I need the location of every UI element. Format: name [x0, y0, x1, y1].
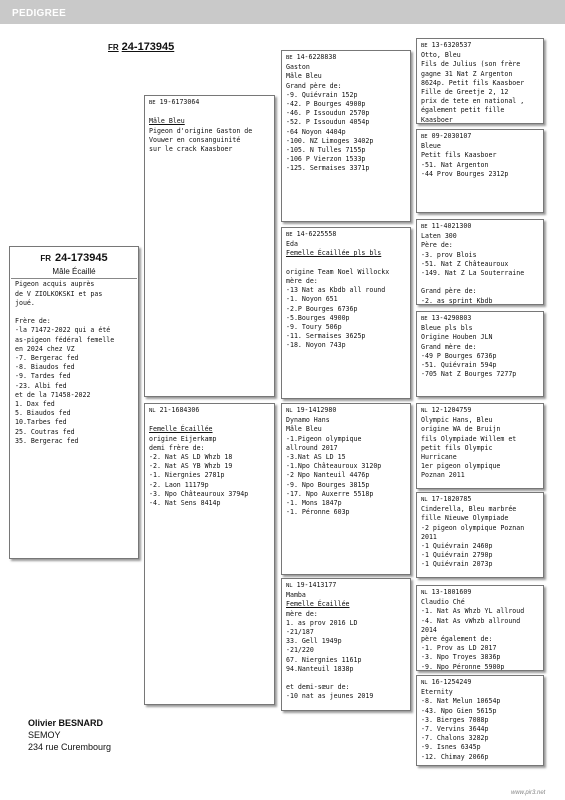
pedigree-line: -1 Quiévrain 2790p [421, 551, 493, 560]
pedigree-line: -2.P Bourges 6736p [286, 304, 358, 313]
pedigree-line: -12. Chimay 2066p [421, 752, 489, 761]
pedigree-line: origine Team Noel Willockx [286, 267, 390, 276]
ring-value: 17-1820785 [431, 495, 472, 503]
mf-father-card [416, 403, 544, 489]
pedigree-line: Mâle Bleu [286, 72, 322, 81]
pedigree-line: Fille de Greetje 2, 12 [421, 88, 509, 97]
owner-address: 234 rue Curembourg [28, 742, 112, 752]
owner-name: Olivier BESNARD [28, 718, 104, 728]
ring-number [421, 314, 539, 324]
footer-site: www.pir3.net [511, 790, 546, 796]
pedigree-line: mère de: [286, 277, 318, 286]
main-note-line: Pigeon acquis auprès [15, 280, 95, 289]
pedigree-line: Mâle Bleu [149, 117, 185, 126]
pedigree-line: et demi-sœur de: [286, 683, 350, 692]
pedigree-line: -2 pigeon olympique Poznan [421, 523, 525, 532]
pedigree-line: Eternity [421, 688, 453, 697]
main-note-line: de V ZIOLKOKSKI et pas [15, 289, 103, 298]
pedigree-line: Eda [286, 240, 298, 249]
pedigree-line: Grand père de: [421, 287, 477, 296]
main-note-line: en 2024 chez VZ [15, 344, 75, 353]
pedigree-line: -3. prov Blois [421, 250, 477, 259]
ring-number [149, 98, 270, 108]
pedigree-line: père également de: [421, 635, 493, 644]
pedigree-line: -1. Prov as LD 2017 [421, 644, 497, 653]
main-note-line: -la 71472-2022 qui a été [15, 326, 111, 335]
mother-card [144, 403, 275, 705]
pedigree-line: Gaston [286, 63, 310, 72]
pedigree-line: -51. Nat Argenton [421, 160, 489, 169]
ring-value: 14-6228838 [296, 53, 337, 61]
pedigree-line [421, 278, 539, 287]
father-card [144, 95, 275, 397]
pedigree-line: -1 Quiévrain 2460p [421, 542, 493, 551]
mm-father-card [416, 585, 544, 671]
main-ring-country: FR [40, 254, 52, 263]
ring-number [421, 588, 539, 598]
ring-country: NL [421, 680, 428, 686]
maternal-grandmother-card [281, 578, 411, 711]
ring-country: BE [286, 232, 293, 238]
ring-country: BE [421, 224, 428, 230]
pedigree-line: 1. as prov 2016 LD [286, 618, 358, 627]
owner-city: SEMOY [28, 730, 61, 740]
pedigree-line: -42. P Bourges 4900p [286, 100, 366, 109]
pedigree-line: 8624p. Petit fils Kaasboer [421, 78, 525, 87]
fm-father-card [416, 219, 544, 305]
pedigree-line: fille Nieuwe Olympiade [421, 514, 509, 523]
pedigree-line: -10 nat as jeunes 2019 [286, 692, 374, 701]
pedigree-line: -2. Nat AS YB Whzb 19 [149, 462, 233, 471]
mm-mother-card [416, 675, 544, 766]
top-ring-number [108, 41, 174, 53]
ring-value: 13-6320537 [431, 41, 472, 49]
ring-country: NL [421, 590, 428, 596]
pedigree-line: -9. Toury 506p [286, 323, 342, 332]
main-note-line: 25. Coutras fed [15, 427, 75, 436]
top-ring-value: 24-173945 [121, 41, 175, 53]
pedigree-line: origine WA de Bruijn [421, 425, 501, 434]
pedigree-line: sur le crack Kaasboer [149, 145, 233, 154]
pedigree-line: -125. Sermaises 3371p [286, 164, 370, 173]
pedigree-line: Claudio Ché [421, 598, 465, 607]
ring-number [421, 406, 539, 416]
pedigree-line: fils Olympiade Willem et [421, 434, 517, 443]
pedigree-line: également petit fille [421, 106, 505, 115]
pedigree-line: Bleue pls bls [421, 324, 473, 333]
pedigree-line: Grand mère de: [421, 342, 477, 351]
ff-father-card [416, 38, 544, 124]
pedigree-line: Otto, Bleu [421, 51, 461, 60]
pedigree-line: Kaasboer [421, 115, 453, 124]
pedigree-line: -49 P Bourges 6736p [421, 351, 497, 360]
main-note-line: as-pigeon fédéral femelle [15, 335, 115, 344]
pedigree-line: -11. Sermaises 3625p [286, 332, 366, 341]
pedigree-line: mère de: [286, 609, 318, 618]
pedigree-line: Laten 300 [421, 232, 457, 241]
ring-number [421, 222, 539, 232]
main-notes [15, 280, 133, 446]
pedigree-line: -2 Npo Nanteuil 4476p [286, 471, 370, 480]
pedigree-line: -1. Noyon 651 [286, 295, 338, 304]
pedigree-line: -44 Prov Bourges 2312p [421, 169, 509, 178]
ring-number [421, 132, 539, 142]
pedigree-line: demi frère de: [149, 443, 205, 452]
ring-number [286, 406, 406, 416]
ring-value: 21-1684306 [159, 406, 200, 414]
main-note-line: joué. [15, 298, 35, 307]
pedigree-line: -43. Npo Gien 5615p [421, 706, 497, 715]
ring-country: BE [149, 100, 156, 106]
pedigree-line: Mâle Bleu [286, 425, 322, 434]
mf-mother-card [416, 492, 544, 578]
header-bar [0, 0, 565, 24]
pedigree-line: -5.Bourges 4900p [286, 313, 350, 322]
pedigree-line: -51. Nat Z Châteauroux [421, 259, 509, 268]
pedigree-line: Petit fils Kaasboer [421, 151, 497, 160]
pedigree-line: -21/187 [286, 628, 314, 637]
pedigree-line: -149. Nat Z La Souterraine [421, 269, 525, 278]
pedigree-line: -1. Péronne 603p [286, 508, 350, 517]
pedigree-line: Poznan 2011 [421, 471, 465, 480]
ring-number [421, 678, 539, 688]
pedigree-line: 1er pigeon olympique [421, 462, 501, 471]
pedigree-line: -1. Niergnies 2781p [149, 471, 225, 480]
ring-number [421, 495, 539, 505]
pedigree-line: -9. Quiévrain 152p [286, 90, 358, 99]
main-pigeon-card [9, 246, 139, 559]
ring-country: BE [421, 134, 428, 140]
pedigree-line: -17. Npo Auxerre 5518p [286, 489, 374, 498]
ring-value: 16-1254249 [431, 678, 472, 686]
pedigree-line: -7. Vervins 3644p [421, 725, 489, 734]
pedigree-line: 33. Gell 1949p [286, 637, 342, 646]
pedigree-line: -51. Quiévrain 594p [421, 361, 497, 370]
ring-country: BE [421, 316, 428, 322]
ring-country: NL [421, 497, 428, 503]
pedigree-line: Femelle Écaillée [286, 600, 350, 609]
pedigree-line [149, 108, 270, 117]
pedigree-line: allround 2017 [286, 443, 338, 452]
main-note-line [15, 308, 133, 317]
pedigree-line: -1 Quiévrain 2073p [421, 560, 493, 569]
page-title: PEDIGREE [12, 8, 67, 19]
pedigree-line: -46. P Issoudun 2570p [286, 109, 370, 118]
pedigree-line: Origine Houben JLN [421, 333, 493, 342]
pedigree-line: Femelle Écaillée pls bls [286, 249, 382, 258]
pedigree-line [286, 259, 406, 268]
pedigree-line: -9. Npo Bourges 3815p [286, 480, 370, 489]
pedigree-line: -100. NZ Limoges 3402p [286, 136, 374, 145]
pedigree-line: Pigeon d'origine Gaston de [149, 126, 253, 135]
ring-value: 14-6225558 [296, 230, 337, 238]
main-note-line: 1. Dax fed [15, 400, 55, 409]
main-note-line: -23. Albi fed [15, 381, 67, 390]
pedigree-line: -705 Nat Z Bourges 7277p [421, 370, 517, 379]
pedigree-line [286, 674, 406, 683]
pedigree-line: -1. Nat As Whzb YL allroud [421, 607, 525, 616]
pedigree-line: Fils de Julius (son frère [421, 60, 521, 69]
divider [11, 278, 137, 279]
pedigree-line: -21/220 [286, 646, 314, 655]
pedigree-line: -3. Bierges 7088p [421, 715, 489, 724]
ff-mother-card [416, 129, 544, 213]
main-note-line: 10.Tarbes fed [15, 418, 67, 427]
pedigree-line: Grand père de: [286, 81, 342, 90]
pedigree-line: Bleue [421, 142, 441, 151]
pedigree-line: petit fils Olympic [421, 443, 493, 452]
pedigree-line: -9. Npo Péronne 5900p [421, 662, 505, 671]
ring-number [286, 230, 406, 240]
paternal-grandmother-card [281, 227, 411, 399]
main-note-line: 35. Bergerac fed [15, 436, 79, 445]
pedigree-line: -4. Nat Sens 8414p [149, 499, 221, 508]
pedigree-line: -105. N Tulles 7155p [286, 146, 366, 155]
main-note-line: -9. Tardes fed [15, 372, 71, 381]
pedigree-line: Cinderella, Bleu marbrée [421, 505, 517, 514]
main-sex: Mâle Écaillé [52, 267, 96, 277]
ring-value: 09-2030107 [431, 132, 472, 140]
owner-block [28, 717, 111, 753]
ring-number [286, 53, 406, 63]
pedigree-line: -1.Npo Châteauroux 3120p [286, 462, 382, 471]
pedigree-line: Dynamo Hans [286, 416, 330, 425]
ring-value: 12-1204759 [431, 406, 472, 414]
main-note-line: -8. Biaudos fed [15, 363, 75, 372]
pedigree-line: 2014 [421, 625, 437, 634]
paternal-grandfather-card [281, 50, 411, 222]
ring-country: NL [286, 583, 293, 589]
pedigree-line: -2. as sprint Kbdb [421, 296, 493, 305]
ring-country: BE [286, 55, 293, 61]
pedigree-line: -9. Isnes 6345p [421, 743, 481, 752]
ring-number [421, 41, 539, 51]
pedigree-line: -1.Pigeon olympique [286, 434, 362, 443]
top-ring-country: FR [108, 43, 119, 52]
pedigree-line: -64 Noyon 4404p [286, 127, 346, 136]
pedigree-line: -18. Noyon 743p [286, 341, 346, 350]
ring-country: BE [421, 43, 428, 49]
fm-mother-card [416, 311, 544, 397]
pedigree-line: Femelle Écaillée [149, 425, 213, 434]
pedigree-line: -3. Npo Troyes 3836p [421, 653, 501, 662]
pedigree-line: -3.Nat AS LD 15 [286, 453, 346, 462]
pedigree-line: 94.Nanteuil 1838p [286, 664, 354, 673]
ring-country: NL [421, 408, 428, 414]
main-note-line: Frère de: [15, 317, 51, 326]
ring-value: 19-6173064 [159, 98, 200, 106]
pedigree-line: Olympic Hans, Bleu [421, 416, 493, 425]
pedigree-line: -106 P Vierzon 1533p [286, 155, 366, 164]
pedigree-line: 2011 [421, 532, 437, 541]
ring-value: 19-1412980 [296, 406, 337, 414]
ring-number [286, 581, 406, 591]
main-note-line: 5. Biaudos fed [15, 409, 71, 418]
pedigree-line: -8. Nat Melun 10654p [421, 697, 501, 706]
ring-value: 13-1801609 [431, 588, 472, 596]
pedigree-line: -7. Chalons 3282p [421, 734, 489, 743]
pedigree-line: Père de: [421, 241, 453, 250]
pedigree-line: -52. P Issoudun 4054p [286, 118, 370, 127]
pedigree-line: gagne 31 Nat Z Argenton [421, 69, 513, 78]
pedigree-line: -1. Mons 1847p [286, 499, 342, 508]
pedigree-line: -13 Nat as Kbdb all round [286, 286, 386, 295]
pedigree-line: Mamba [286, 591, 306, 600]
ring-value: 11-4021300 [431, 222, 472, 230]
main-ring-value: 24-173945 [55, 252, 108, 264]
ring-country: NL [286, 408, 293, 414]
pedigree-line: origine Eijerkamp [149, 434, 217, 443]
main-note-line: et de la 71458-2022 [15, 390, 91, 399]
ring-value: 19-1413177 [296, 581, 337, 589]
pedigree-line: prix de tete en national , [421, 97, 525, 106]
pedigree-line: -2. Nat AS LD Whzb 18 [149, 453, 233, 462]
maternal-grandfather-card [281, 403, 411, 575]
pedigree-line: Hurricane [421, 453, 457, 462]
pedigree-line: -4. Nat As vWhzb allround [421, 616, 521, 625]
ring-number [149, 406, 270, 416]
main-note-line: -7. Bergerac fed [15, 354, 79, 363]
ring-country: NL [149, 408, 156, 414]
pedigree-line: Vouwer en consanguinité [149, 135, 241, 144]
pedigree-line: -3. Npo Châteauroux 3794p [149, 489, 249, 498]
pedigree-line: -2. Laon 11179p [149, 480, 209, 489]
pedigree-line: 67. Niergnies 1161p [286, 655, 362, 664]
main-ring [15, 254, 133, 263]
ring-value: 13-4290803 [431, 314, 472, 322]
